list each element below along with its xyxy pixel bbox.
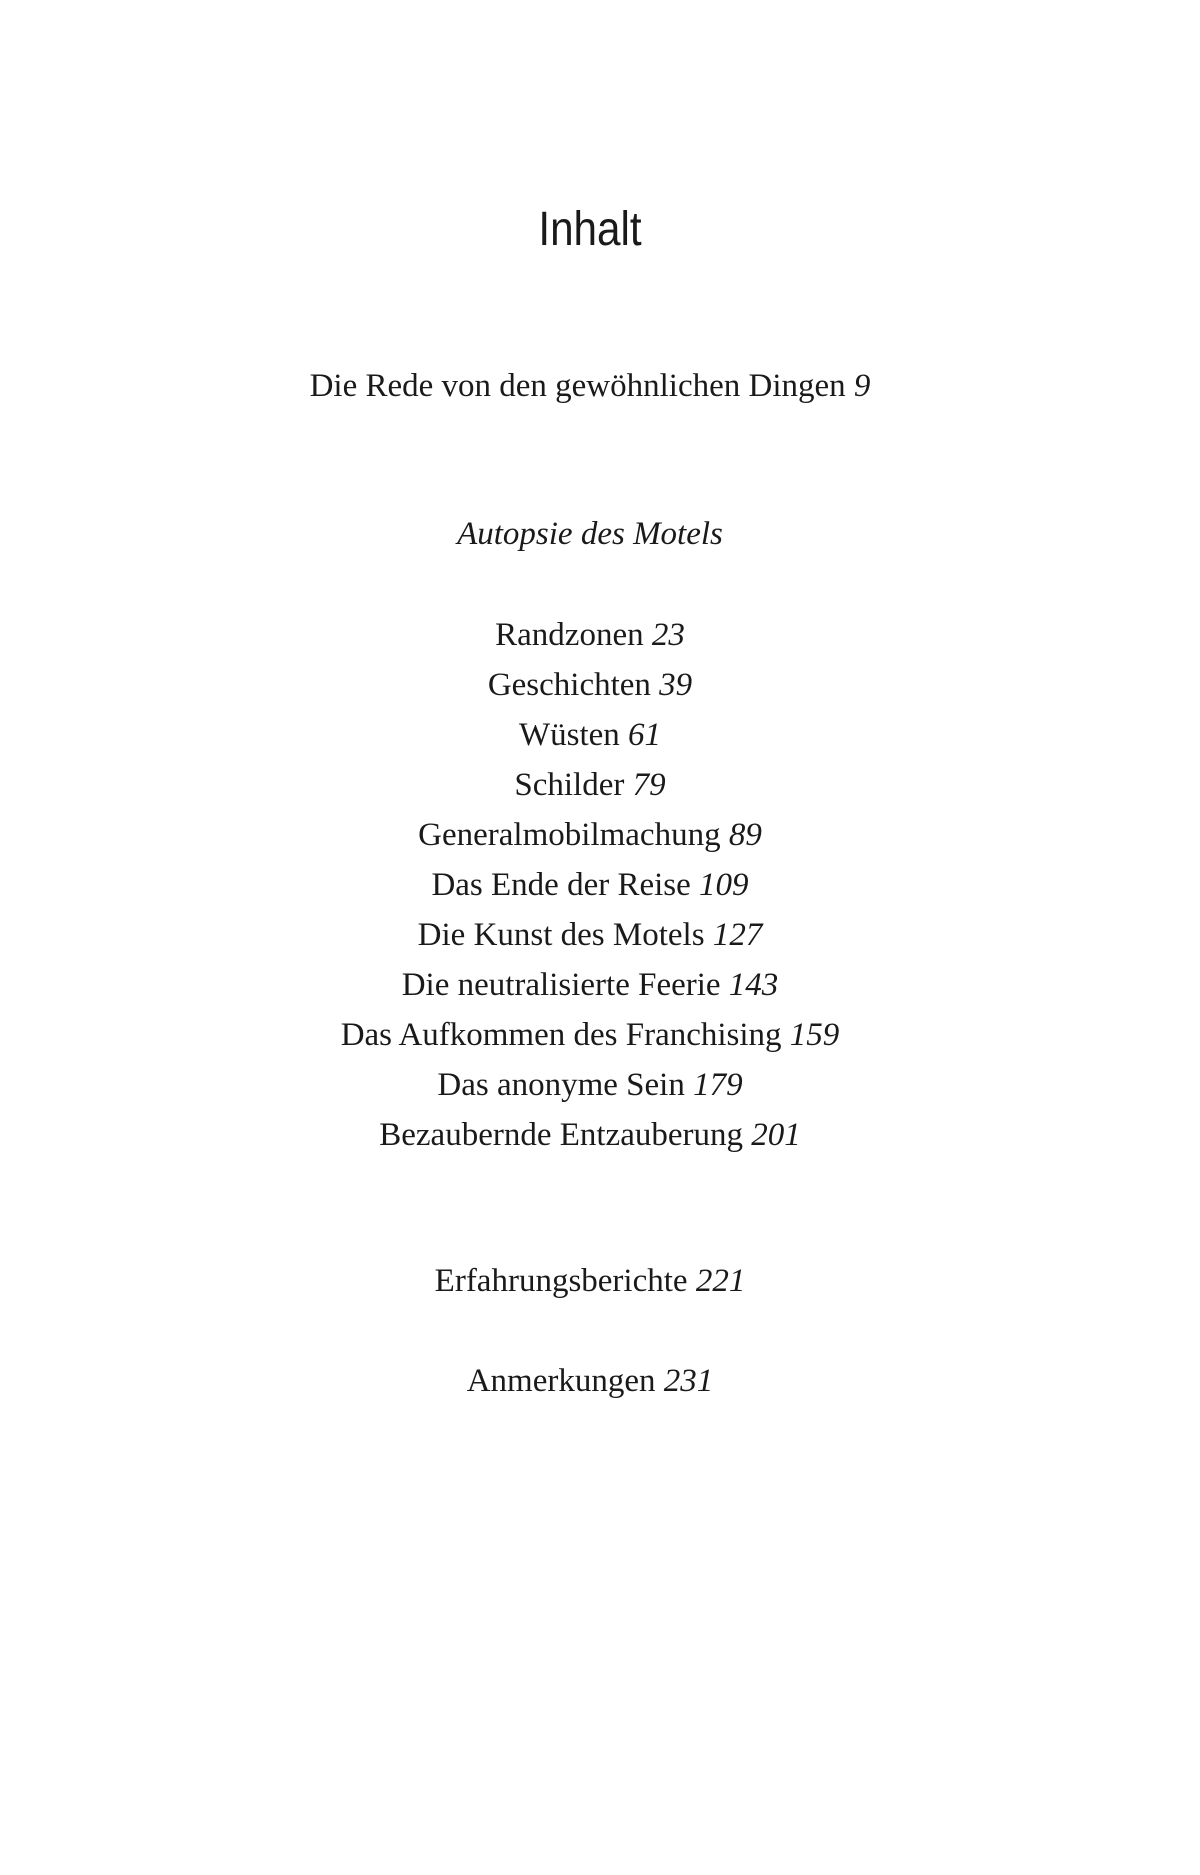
entry-title: Das Aufkommen des Franchising [340,1017,782,1053]
toc-entry [0,1060,1180,1110]
entry-title: Das Ende der Reise [431,867,691,903]
entry-title: Schilder [514,767,625,803]
toc-entry [0,760,1180,810]
entry-title: Die Kunst des Motels [417,917,705,953]
toc-entry [0,1010,1180,1060]
toc-entry [0,1110,1180,1160]
toc-entry [0,660,1180,710]
toc-entry [0,810,1180,860]
toc-entry-appendix [0,1259,1180,1303]
entry-page-number: 127 [712,917,763,953]
entry-page-number: 221 [695,1263,746,1299]
toc-entry-appendix [0,1359,1180,1403]
entry-title: Erfahrungsberichte [434,1263,688,1299]
entry-title: Die Rede von den gewöhnlichen Dingen [309,368,846,404]
section-title: Autopsie des Motels [457,516,723,552]
entry-page-number: 231 [663,1363,714,1399]
entry-title: Geschichten [487,667,651,703]
entry-page-number: 201 [751,1117,801,1153]
toc-entry [0,860,1180,910]
toc-entry [0,910,1180,960]
entry-page-number: 159 [789,1017,840,1053]
entry-title: Anmerkungen [466,1363,656,1399]
entry-page-number: 109 [699,867,749,903]
entry-page-number: 39 [659,667,693,703]
entry-page-number: 179 [693,1067,743,1103]
entry-page-number: 79 [632,767,666,803]
entry-page-number: 89 [728,817,762,853]
toc-entry [0,710,1180,760]
entry-title: Generalmobilmachung [418,817,721,853]
entry-page-number: 23 [651,617,685,653]
entry-page-number: 143 [728,967,779,1003]
toc-entry-intro [0,364,1180,408]
toc-entry [0,960,1180,1010]
entry-page-number: 9 [853,368,871,404]
toc-entry [0,610,1180,660]
entry-title: Bezaubernde Entzauberung [379,1117,743,1153]
entry-title: Wüsten [518,717,620,753]
chapter-list [0,610,1180,1160]
entry-title: Die neutralisierte Feerie [401,967,721,1003]
entry-title: Das anonyme Sein [437,1067,685,1103]
entry-title: Randzonen [495,617,644,653]
entry-page-number: 61 [628,717,662,753]
page-title: Inhalt [538,203,642,256]
